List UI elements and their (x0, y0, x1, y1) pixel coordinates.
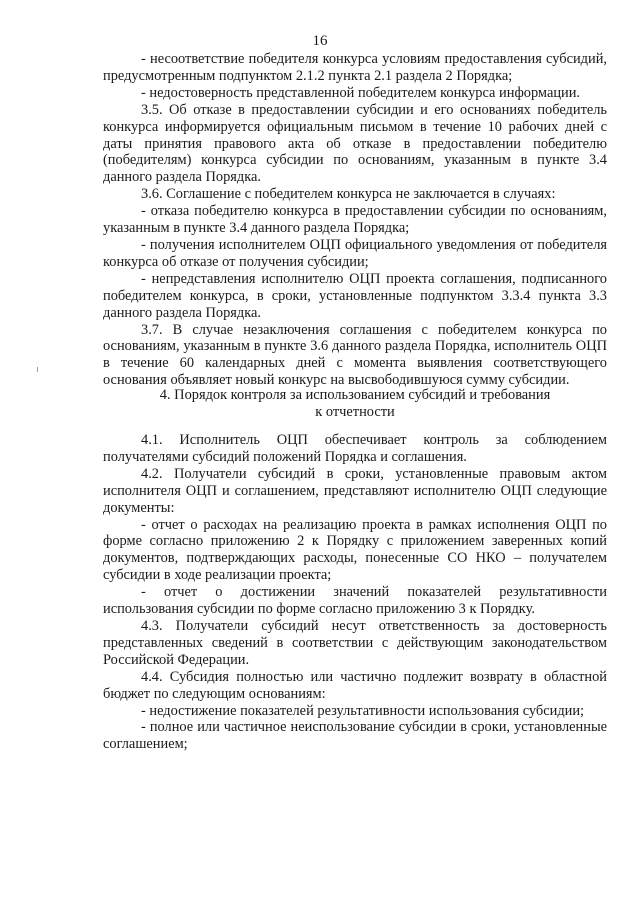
paragraph-4-3: 4.3. Получатели субсидий несут ответственность за достоверность представленных сведений в соответствии с действующим законодательством Российской Федерации. (103, 617, 607, 668)
paragraph-4-4-nonachievement: - недостижение показателей результативности использования субсидии; (141, 702, 585, 719)
paragraph-4-2: 4.2. Получатели субсидий в сроки, установленные правовым актом исполнителя ОЦП и соглашением, представляют исполнителю ОЦП следующие документы: (103, 465, 607, 516)
paragraph-4-4-nonuse: - полное или частичное неиспользование субсидии в сроки, установленные соглашением; (103, 719, 607, 753)
paragraphs-section-3 (103, 51, 607, 389)
paragraph-3-6-notice: - получения исполнителем ОЦП официального уведомления от победителя конкурса об отказе от получения субсидии; (103, 236, 607, 270)
section-heading-line-2: к отчетности (315, 404, 395, 420)
page-number: 16 (312, 33, 328, 49)
paragraph-4-2-expense-report: - отчет о расходах на реализацию проекта в рамках исполнения ОЦП по форме согласно приложению 2 к Порядку с приложением заверенных копий документов, подтверждающих расходы, понесенные СО НКО – получателем субсидии в ходе реализации проекта; (103, 516, 607, 584)
paragraph-4-2-results-report: - отчет о достижении значений показателей результативности использования субсидии по форме согласно приложению 3 к Порядку. (103, 584, 607, 618)
paragraph-3-6: 3.6. Соглашение с победителем конкурса не заключается в случаях: (141, 186, 556, 203)
paragraph-3-7: 3.7. В случае незаключения соглашения с победителем конкурса по основаниям, указанным в пункте 3.6 данного раздела Порядка, исполнитель ОЦП в течение 60 календарных дней с момента выявления соответствующего основания объявляет новый конкурс на высвободившуюся сумму субсидии. (103, 321, 607, 389)
paragraph-winner-nonconformity: - несоответствие победителя конкурса условиям предоставления субсидий, предусмотренным подпунктом 2.1.2 пункта 2.1 раздела 2 Порядка; (103, 51, 607, 84)
paragraph-3-6-refusal: - отказа победителю конкурса в предоставлении субсидии по основаниям, указанным в пункте 3.4 данного раздела Порядка; (103, 203, 607, 237)
paragraph-4-1: 4.1. Исполнитель ОЦП обеспечивает контроль за соблюдением получателями субсидий положений Порядка и соглашения. (103, 432, 607, 465)
paragraphs-section-4 (103, 432, 607, 753)
scan-artifact-mark (37, 367, 38, 372)
section-4-heading (103, 387, 607, 421)
paragraph-info-unreliable: - недостоверность представленной победителем конкурса информации. (141, 84, 581, 101)
section-heading-line-1: 4. Порядок контроля за использованием субсидий и требования (159, 387, 551, 403)
paragraph-3-6-nonsubmission: - непредставления исполнителю ОЦП проекта соглашения, подписанного победителем конкурса, в сроки, установленные подпунктом 3.3.4 пункта 3.3 данного раздела Порядка. (103, 270, 607, 321)
paragraph-4-4: 4.4. Субсидия полностью или частично подлежит возврату в областной бюджет по следующим основаниям: (103, 668, 607, 702)
paragraph-3-5: 3.5. Об отказе в предоставлении субсидии и его основаниях победитель конкурса информируется официальным письмом в течение 10 рабочих дней с даты принятия правового акта об отказе в предоставлении победителю (победителям) конкурса субсидии по основаниям, указанным в пункте 3.4 данного раздела Порядка. (103, 101, 607, 186)
